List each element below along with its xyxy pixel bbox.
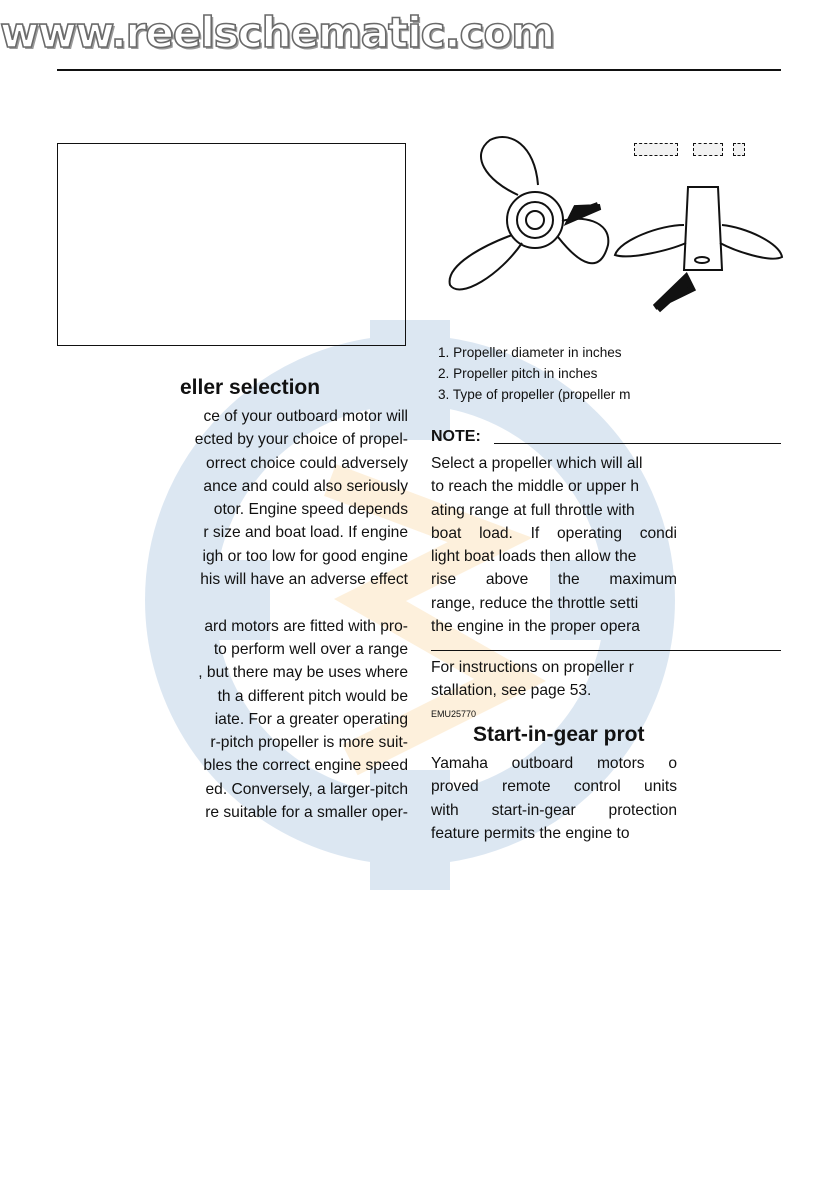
text-line: , but there may be uses where	[198, 664, 408, 682]
propeller-blade-left	[450, 235, 522, 289]
text-line: bles the correct engine speed	[203, 757, 408, 775]
propeller-side-blade-left	[615, 225, 686, 256]
propeller-selection-body	[60, 405, 408, 824]
label-placeholder	[733, 143, 745, 156]
propeller-side-blade-right	[720, 225, 782, 259]
text-line: to reach the middle or upper h	[431, 478, 640, 496]
text-line: ard motors are fitted with pro-	[204, 617, 408, 635]
text-line: boat load. If operating condi	[431, 524, 677, 542]
installation-reference	[431, 656, 677, 703]
text-line: re suitable for a smaller oper-	[205, 804, 408, 822]
start-in-gear-body	[431, 752, 677, 845]
propeller-marking	[695, 257, 709, 263]
propeller-selection-heading: eller selection	[180, 376, 321, 399]
note-rule	[494, 443, 781, 444]
warning-box	[57, 143, 406, 346]
text-line: ected by your choice of propel-	[194, 431, 408, 449]
note-label: NOTE:	[431, 428, 481, 445]
label-placeholder	[634, 143, 678, 156]
text-line: r-pitch propeller is more suit-	[210, 734, 408, 752]
text-line: ce of your outboard motor will	[203, 408, 408, 425]
header-rule	[57, 69, 781, 71]
text-line: feature permits the engine to	[431, 824, 630, 842]
propeller-blade-top	[481, 137, 538, 195]
text-line: iate. For a greater operating	[214, 710, 408, 728]
section-code: EMU25770	[431, 709, 477, 719]
text-line: otor. Engine speed depends	[213, 501, 408, 519]
paragraph-gap	[60, 591, 408, 614]
note-end-rule	[431, 650, 781, 651]
arrow-icon	[570, 205, 600, 220]
text-line: r size and boat load. If engine	[203, 524, 408, 542]
text-line: to perform well over a range	[213, 640, 408, 658]
text-line: proved remote control units	[431, 778, 677, 796]
label-placeholder	[693, 143, 723, 156]
text-line: the engine in the proper opera	[431, 618, 640, 636]
text-line: ed. Conversely, a larger-pitch	[205, 780, 408, 798]
figure-caption	[438, 342, 678, 405]
caption-line: 1. Propeller diameter in inches	[438, 345, 622, 360]
caption-line: 3. Type of propeller (propeller m	[438, 387, 631, 402]
caption-line: 2. Propeller pitch in inches	[438, 366, 598, 381]
text-line: stallation, see page 53.	[431, 682, 592, 700]
propeller-hub-inner	[517, 202, 553, 238]
propeller-blade-right	[558, 219, 608, 264]
propeller-hub-outer	[507, 192, 563, 248]
note-body	[431, 452, 677, 638]
arrow-icon	[655, 277, 692, 310]
text-line: Select a propeller which will all	[431, 455, 643, 472]
text-line: ance and could also seriously	[203, 477, 408, 495]
text-line: range, reduce the throttle setti	[431, 594, 639, 612]
watermark: www.reelschematic.com	[0, 8, 554, 57]
text-line: light boat loads then allow the	[431, 548, 637, 566]
propeller-hub-core	[526, 211, 544, 229]
text-line: Yamaha outboard motors o	[431, 755, 677, 772]
text-line: rise above the maximum	[431, 571, 677, 589]
start-in-gear-heading: Start-in-gear prot	[473, 723, 645, 746]
text-line: th a different pitch would be	[217, 687, 408, 705]
text-line: For instructions on propeller r	[431, 659, 634, 676]
text-line: ating range at full throttle with	[431, 501, 635, 519]
text-line: orrect choice could adversely	[206, 454, 408, 472]
text-line: igh or too low for good engine	[202, 547, 408, 565]
text-line: with start-in-gear protection	[431, 801, 677, 819]
text-line: his will have an adverse effect	[200, 571, 408, 589]
